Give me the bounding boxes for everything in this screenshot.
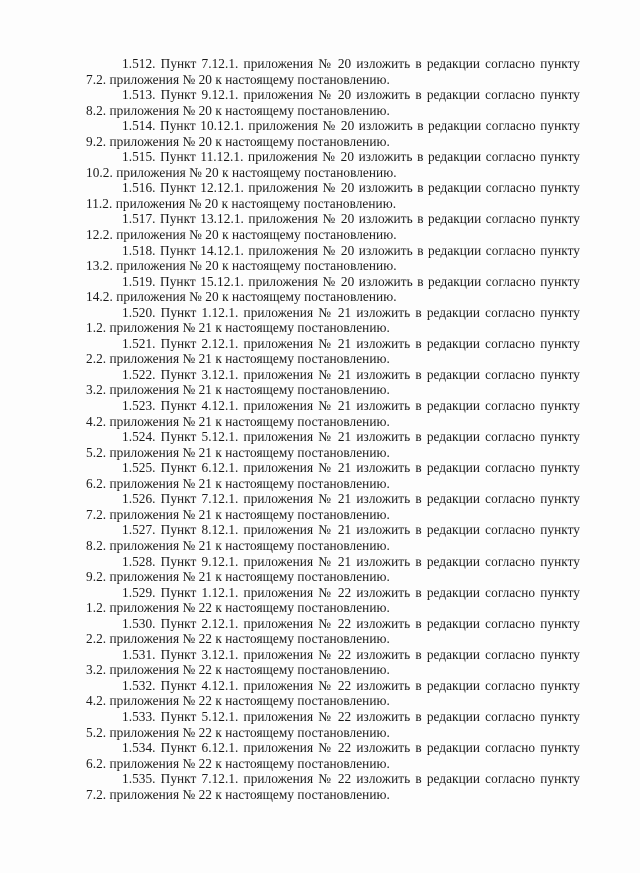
paragraph-1-527: 1.527. Пункт 8.12.1. приложения № 21 изложить в редакции согласно пункту 8.2. приложения № 21 к настоящему постановлению.	[86, 522, 580, 553]
paragraph-1-522: 1.522. Пункт 3.12.1. приложения № 21 изложить в редакции согласно пункту 3.2. приложения № 21 к настоящему постановлению.	[86, 366, 580, 398]
paragraph-1-523: 1.523. Пункт 4.12.1. приложения № 21 изложить в редакции согласно пункту 4.2. приложения № 21 к настоящему постановлению.	[86, 398, 580, 429]
paragraph-1-514: 1.514. Пункт 10.12.1. приложения № 20 изложить в редакции согласно пункту 9.2. приложения № 20 к настоящему постановлению.	[86, 118, 580, 149]
paragraph-1-519: 1.519. Пункт 15.12.1. приложения № 20 изложить в редакции согласно пункту 14.2. приложения № 20 к настоящему постановлению.	[86, 273, 580, 305]
paragraph-1-533: 1.533. Пункт 5.12.1. приложения № 22 изложить в редакции согласно пункту 5.2. приложения № 22 к настоящему постановлению.	[86, 708, 580, 740]
paragraph-1-524: 1.524. Пункт 5.12.1. приложения № 21 изложить в редакции согласно пункту 5.2. приложения № 21 к настоящему постановлению.	[86, 429, 580, 460]
paragraph-1-516: 1.516. Пункт 12.12.1. приложения № 20 изложить в редакции согласно пункту 11.2. приложения № 20 к настоящему постановлению.	[86, 180, 580, 211]
paragraph-1-535: 1.535. Пункт 7.12.1. приложения № 22 изложить в редакции согласно пункту 7.2. приложения № 22 к настоящему постановлению.	[86, 771, 580, 802]
document-body	[86, 56, 580, 802]
paragraph-1-526: 1.526. Пункт 7.12.1. приложения № 21 изложить в редакции согласно пункту 7.2. приложения № 21 к настоящему постановлению.	[86, 491, 580, 522]
paragraph-1-515: 1.515. Пункт 11.12.1. приложения № 20 изложить в редакции согласно пункту 10.2. приложения № 20 к настоящему постановлению.	[86, 149, 580, 180]
paragraph-1-532: 1.532. Пункт 4.12.1. приложения № 22 изложить в редакции согласно пункту 4.2. приложения № 22 к настоящему постановлению.	[86, 677, 580, 709]
paragraph-1-530: 1.530. Пункт 2.12.1. приложения № 22 изложить в редакции согласно пункту 2.2. приложения № 22 к настоящему постановлению.	[86, 615, 580, 647]
paragraph-1-518: 1.518. Пункт 14.12.1. приложения № 20 изложить в редакции согласно пункту 13.2. приложения № 20 к настоящему постановлению.	[86, 242, 580, 274]
paragraph-1-512: 1.512. Пункт 7.12.1. приложения № 20 изложить в редакции согласно пункту 7.2. приложения № 20 к настоящему постановлению.	[86, 56, 580, 87]
paragraph-1-521: 1.521. Пункт 2.12.1. приложения № 21 изложить в редакции согласно пункту 2.2. приложения № 21 к настоящему постановлению.	[86, 335, 580, 367]
paragraph-1-517: 1.517. Пункт 13.12.1. приложения № 20 изложить в редакции согласно пункту 12.2. приложения № 20 к настоящему постановлению.	[86, 211, 580, 243]
paragraph-1-520: 1.520. Пункт 1.12.1. приложения № 21 изложить в редакции согласно пункту 1.2. приложения № 21 к настоящему постановлению.	[86, 304, 580, 336]
paragraph-1-528: 1.528. Пункт 9.12.1. приложения № 21 изложить в редакции согласно пункту 9.2. приложения № 21 к настоящему постановлению.	[86, 553, 580, 585]
paragraph-1-531: 1.531. Пункт 3.12.1. приложения № 22 изложить в редакции согласно пункту 3.2. приложения № 22 к настоящему постановлению.	[86, 646, 580, 678]
paragraph-1-529: 1.529. Пункт 1.12.1. приложения № 22 изложить в редакции согласно пункту 1.2. приложения № 22 к настоящему постановлению.	[86, 584, 580, 616]
paragraph-1-534: 1.534. Пункт 6.12.1. приложения № 22 изложить в редакции согласно пункту 6.2. приложения № 22 к настоящему постановлению.	[86, 740, 580, 771]
paragraph-1-525: 1.525. Пункт 6.12.1. приложения № 21 изложить в редакции согласно пункту 6.2. приложения № 21 к настоящему постановлению.	[86, 460, 580, 491]
paragraph-1-513: 1.513. Пункт 9.12.1. приложения № 20 изложить в редакции согласно пункту 8.2. приложения № 20 к настоящему постановлению.	[86, 87, 580, 118]
